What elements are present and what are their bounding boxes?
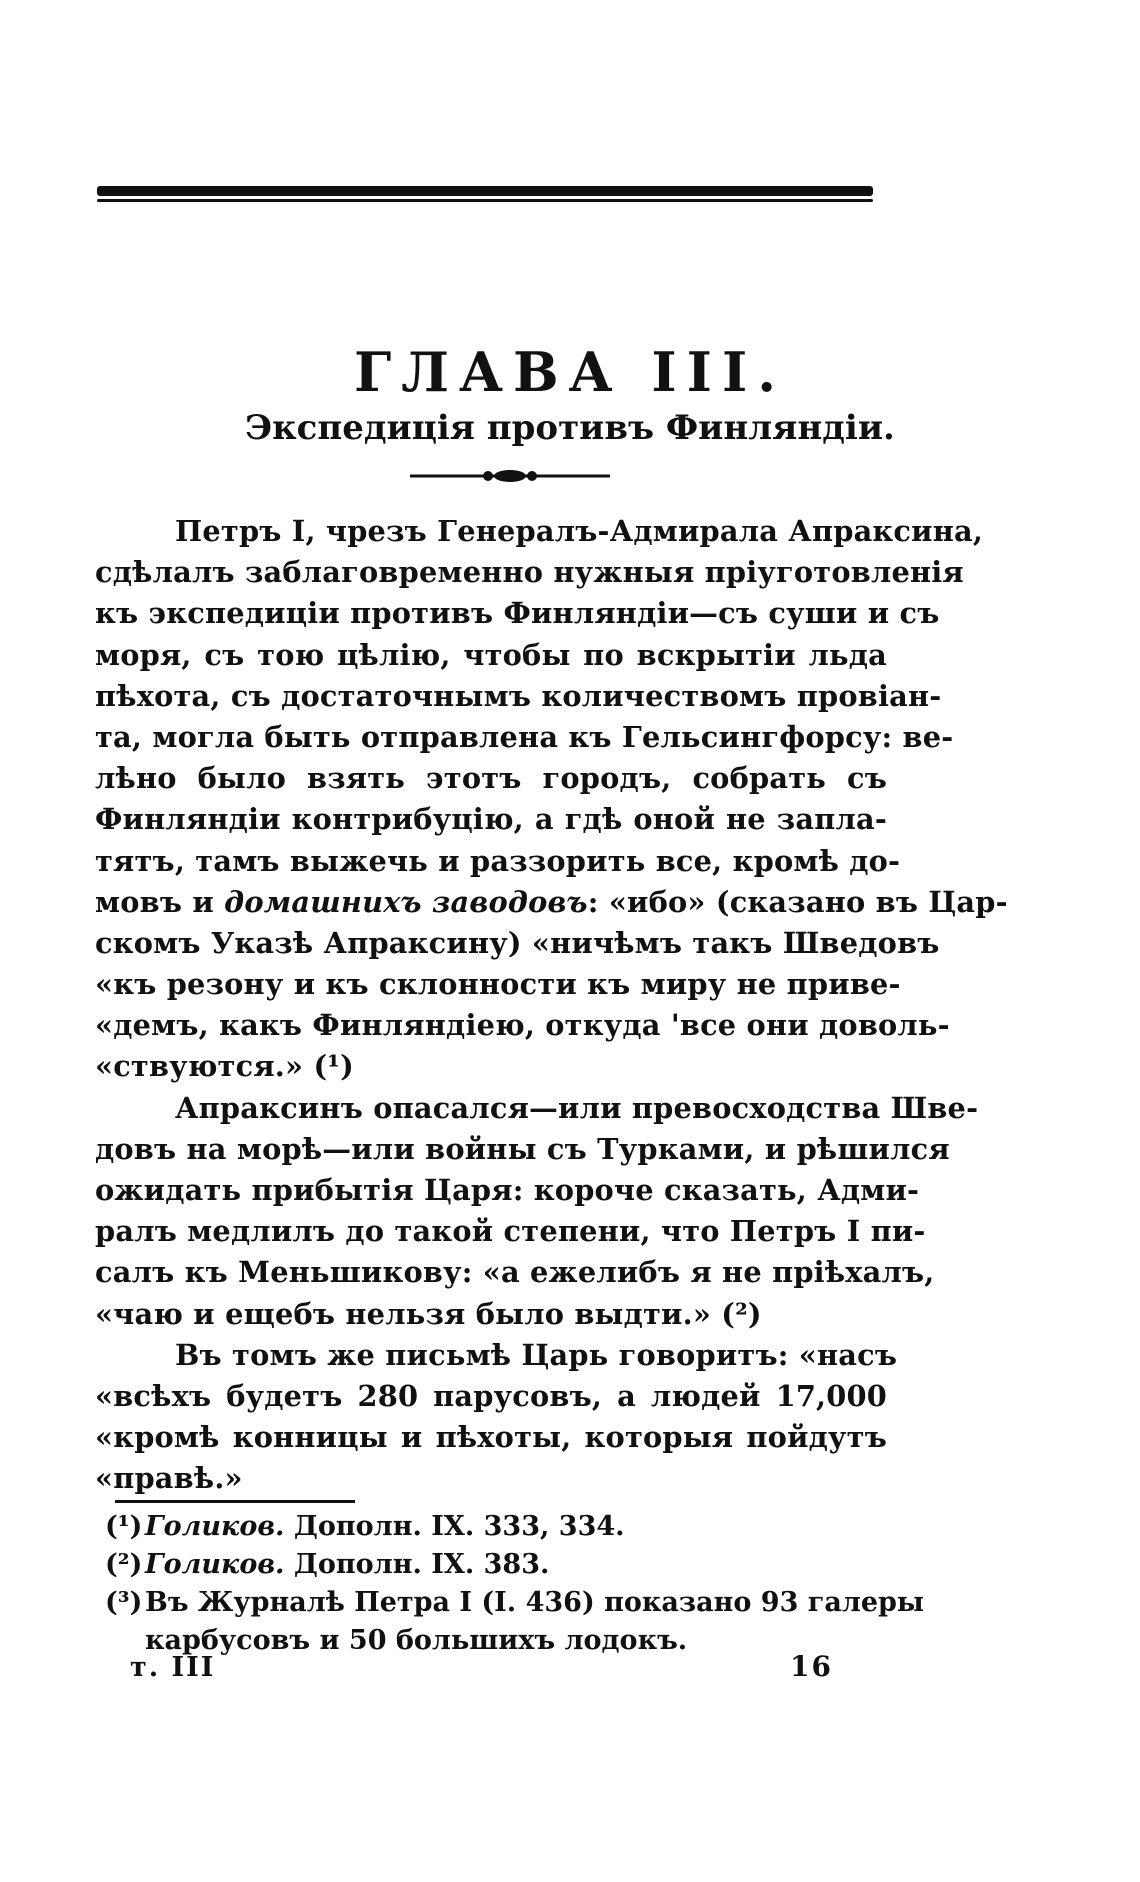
text-fragment: и — [192, 884, 214, 919]
top-double-rule — [97, 186, 873, 202]
footnote-mark: (²) — [105, 1549, 143, 1580]
text-line: «чаю и ещебъ нельзя было выдти.» (²) — [95, 1296, 762, 1331]
footnote-text: Дополн. IX. 333, 334. — [293, 1511, 625, 1542]
rule-thin — [97, 199, 873, 202]
ornament-divider — [410, 466, 610, 486]
text-line-mixed: мовъ и домашнихъ заводовъ: «ибо» (сказано въ Цар- — [95, 884, 1008, 919]
text-line: Финляндіи контрибуцію, а гдѣ оной не запла- — [95, 802, 887, 837]
text-line: сдѣлалъ заблаговременно нужныя пріуготовленія — [95, 555, 964, 590]
footnote-mark: (¹) — [105, 1511, 143, 1542]
footnote-mark: (³) — [105, 1587, 143, 1618]
footnotes — [105, 1508, 924, 1660]
chapter-subtitle: Экспедиція противъ Финляндіи. — [245, 408, 895, 448]
footnote-2 — [105, 1546, 865, 1584]
text-line: «правѣ.» — [95, 1461, 243, 1496]
text-line: «демъ, какъ Финляндіею, откуда 'все они доволь- — [95, 1008, 950, 1043]
signature-mark: т. III — [130, 1652, 216, 1683]
text-line: ожидать прибытія Царя: короче сказать, Адми- — [95, 1173, 920, 1207]
text-line: Въ томъ же письмѣ Царь говоритъ: «насъ — [175, 1337, 898, 1372]
footnote-text: Въ Журналѣ Петра I (I. 436) показано 93 галеры — [145, 1587, 924, 1618]
text-line: Петръ I, чрезъ Генералъ-Адмирала Апраксина, — [175, 514, 984, 548]
text-line: салъ къ Меньшикову: «а ежелибъ я не пріѣхалъ, — [95, 1255, 935, 1290]
text-line: та, могла быть отправлена къ Гельсингфорсу: ве- — [95, 719, 954, 754]
italic-phrase: домашнихъ заводовъ — [224, 884, 588, 919]
footnote-author: Голиков. — [145, 1549, 285, 1580]
text-line: ралъ медлилъ до такой степени, что Петръ I пи- — [95, 1214, 926, 1249]
footnote-text: Дополн. IX. 383. — [293, 1549, 550, 1580]
text-line: «всѣхъ будетъ 280 парусовъ, а людей 17,000 — [95, 1378, 887, 1413]
footnote-author: Голиков. — [145, 1511, 285, 1542]
text-line: пѣхота, съ достаточнымъ количествомъ провіан- — [95, 678, 942, 713]
footnote-rule — [115, 1500, 355, 1503]
text-line: «ствуются.» (¹) — [95, 1049, 354, 1084]
text-line: довъ на морѣ—или войны съ Турками, и рѣшился — [95, 1131, 950, 1166]
text-fragment: (сказано въ Цар- — [715, 884, 1008, 919]
body-text — [95, 511, 1008, 1500]
chapter-title: ГЛАВА III. — [353, 340, 786, 404]
text-fragment: мовъ — [95, 884, 183, 919]
footnote-3-continued: карбусовъ и 50 большихъ лодокъ. — [145, 1625, 688, 1656]
page-number: 16 — [790, 1650, 833, 1683]
footnote-1 — [105, 1508, 865, 1546]
text-line: Апраксинъ опасался—или превосходства Шве- — [175, 1090, 979, 1125]
footnote-3 — [105, 1584, 924, 1622]
text-line: «кромѣ конницы и пѣхоты, которыя пойдутъ — [95, 1420, 887, 1455]
text-line: «къ резону и къ склонности къ миру не приве- — [95, 967, 901, 1002]
text-line: моря, съ тою цѣлію, чтобы по вскрытіи льда — [95, 637, 887, 672]
text-line: тятъ, тамъ выжечь и раззорить все, кромѣ до- — [95, 843, 901, 878]
text-line: къ экспедиціи противъ Финляндіи—съ суши и съ — [95, 596, 940, 631]
text-fragment: «ибо» — [608, 884, 706, 919]
rule-thick — [97, 186, 873, 196]
text-line: лѣно было взять этотъ городъ, собрать съ — [95, 761, 887, 796]
text-line: скомъ Указѣ Апраксину) «ничѣмъ такъ Шведовъ — [95, 925, 940, 960]
